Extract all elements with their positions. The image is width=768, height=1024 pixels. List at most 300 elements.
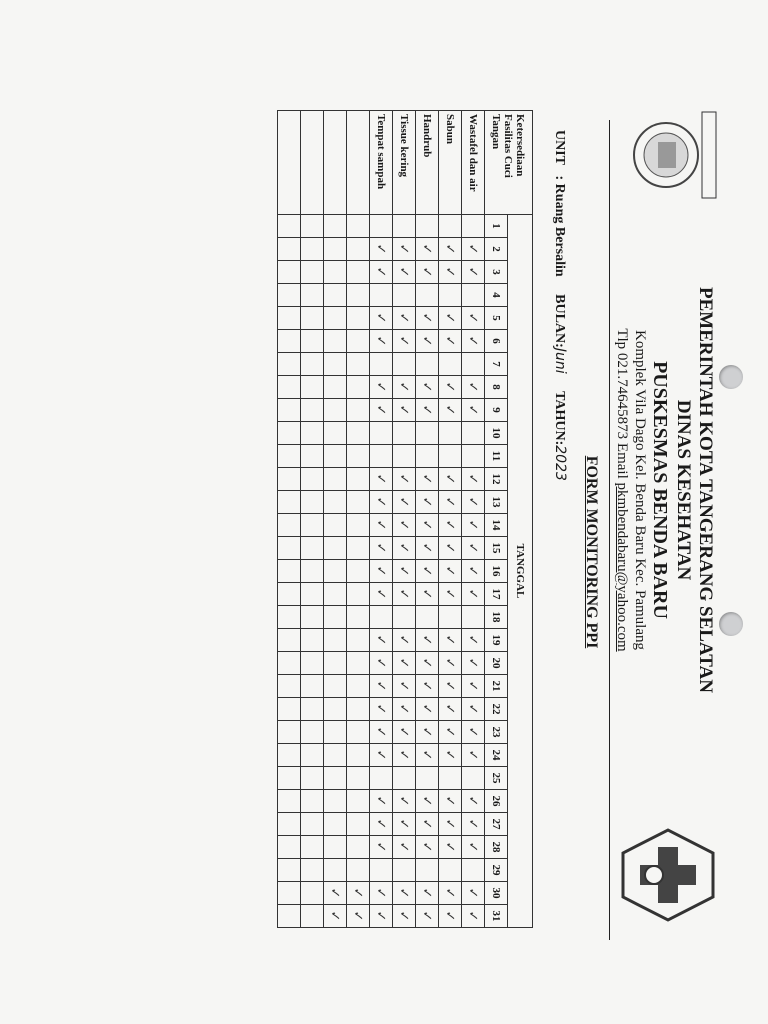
check-cell[interactable]: [347, 422, 370, 445]
check-cell[interactable]: ✓: [393, 721, 416, 744]
check-cell[interactable]: [278, 905, 301, 928]
check-cell[interactable]: [416, 859, 439, 882]
check-cell[interactable]: [439, 284, 462, 307]
check-cell[interactable]: ✓: [370, 652, 393, 675]
row-label: Handrub: [416, 111, 439, 215]
check-cell[interactable]: ✓: [416, 376, 439, 399]
check-cell[interactable]: [370, 284, 393, 307]
check-cell[interactable]: [301, 859, 324, 882]
check-cell[interactable]: [347, 445, 370, 468]
check-cell[interactable]: ✓: [370, 468, 393, 491]
check-cell[interactable]: [324, 606, 347, 629]
check-cell[interactable]: ✓: [439, 261, 462, 284]
check-cell[interactable]: [416, 422, 439, 445]
check-cell[interactable]: ✓: [324, 905, 347, 928]
check-cell[interactable]: ✓: [462, 629, 485, 652]
check-cell[interactable]: [278, 859, 301, 882]
check-cell[interactable]: ✓: [439, 399, 462, 422]
check-cell[interactable]: [301, 353, 324, 376]
day-header: 20: [485, 652, 508, 675]
check-cell[interactable]: [324, 330, 347, 353]
check-cell[interactable]: ✓: [416, 537, 439, 560]
check-cell[interactable]: [301, 790, 324, 813]
check-cell[interactable]: [278, 537, 301, 560]
check-cell[interactable]: ✓: [393, 468, 416, 491]
check-cell[interactable]: [301, 261, 324, 284]
check-cell[interactable]: [439, 215, 462, 238]
check-cell[interactable]: ✓: [370, 905, 393, 928]
check-cell[interactable]: [462, 284, 485, 307]
check-cell[interactable]: ✓: [462, 468, 485, 491]
check-cell[interactable]: [439, 606, 462, 629]
check-cell[interactable]: ✓: [462, 376, 485, 399]
check-cell[interactable]: [347, 790, 370, 813]
check-cell[interactable]: ✓: [439, 560, 462, 583]
check-cell[interactable]: ✓: [393, 330, 416, 353]
check-cell[interactable]: ✓: [416, 813, 439, 836]
check-cell[interactable]: ✓: [370, 560, 393, 583]
check-cell[interactable]: [301, 675, 324, 698]
check-cell[interactable]: [347, 583, 370, 606]
day-header: 27: [485, 813, 508, 836]
check-cell[interactable]: [370, 445, 393, 468]
check-cell[interactable]: [439, 445, 462, 468]
check-cell[interactable]: [278, 813, 301, 836]
check-cell[interactable]: ✓: [370, 698, 393, 721]
check-cell[interactable]: [347, 261, 370, 284]
check-cell[interactable]: [347, 629, 370, 652]
check-cell[interactable]: [278, 652, 301, 675]
check-cell[interactable]: [324, 859, 347, 882]
check-cell[interactable]: ✓: [416, 514, 439, 537]
check-cell[interactable]: ✓: [462, 836, 485, 859]
check-cell[interactable]: [416, 767, 439, 790]
check-cell[interactable]: [370, 422, 393, 445]
check-cell[interactable]: [324, 284, 347, 307]
check-cell[interactable]: ✓: [393, 675, 416, 698]
check-cell[interactable]: ✓: [370, 721, 393, 744]
table-row: [439, 111, 462, 928]
check-cell[interactable]: ✓: [439, 330, 462, 353]
day-header: 13: [485, 491, 508, 514]
check-cell[interactable]: [347, 859, 370, 882]
check-cell[interactable]: [347, 767, 370, 790]
check-cell[interactable]: ✓: [439, 238, 462, 261]
check-cell[interactable]: ✓: [416, 675, 439, 698]
check-cell[interactable]: ✓: [439, 583, 462, 606]
check-cell[interactable]: ✓: [370, 583, 393, 606]
check-cell[interactable]: ✓: [439, 514, 462, 537]
check-cell[interactable]: [301, 537, 324, 560]
row-label: [324, 111, 347, 215]
check-cell[interactable]: [347, 537, 370, 560]
check-cell[interactable]: [416, 606, 439, 629]
check-cell[interactable]: ✓: [370, 399, 393, 422]
check-cell[interactable]: [278, 284, 301, 307]
check-cell[interactable]: [439, 422, 462, 445]
check-cell[interactable]: [301, 767, 324, 790]
day-header: 11: [485, 445, 508, 468]
check-cell[interactable]: ✓: [393, 514, 416, 537]
check-cell[interactable]: [301, 813, 324, 836]
check-cell[interactable]: [301, 445, 324, 468]
check-cell[interactable]: ✓: [370, 744, 393, 767]
check-cell[interactable]: [393, 859, 416, 882]
check-cell[interactable]: ✓: [462, 583, 485, 606]
check-cell[interactable]: ✓: [439, 813, 462, 836]
check-cell[interactable]: ✓: [439, 790, 462, 813]
check-cell[interactable]: ✓: [393, 491, 416, 514]
check-cell[interactable]: ✓: [370, 836, 393, 859]
check-cell[interactable]: ✓: [439, 698, 462, 721]
check-cell[interactable]: [439, 767, 462, 790]
check-cell[interactable]: [324, 376, 347, 399]
check-cell[interactable]: ✓: [416, 399, 439, 422]
check-cell[interactable]: ✓: [416, 652, 439, 675]
check-cell[interactable]: [301, 836, 324, 859]
check-cell[interactable]: [278, 514, 301, 537]
check-cell[interactable]: ✓: [393, 882, 416, 905]
check-cell[interactable]: ✓: [393, 698, 416, 721]
check-cell[interactable]: [347, 353, 370, 376]
check-cell[interactable]: [324, 399, 347, 422]
check-cell[interactable]: ✓: [416, 905, 439, 928]
check-cell[interactable]: ✓: [439, 376, 462, 399]
check-cell[interactable]: ✓: [370, 261, 393, 284]
check-cell[interactable]: [370, 606, 393, 629]
check-cell[interactable]: [462, 445, 485, 468]
check-cell[interactable]: ✓: [370, 376, 393, 399]
check-cell[interactable]: ✓: [393, 399, 416, 422]
check-cell[interactable]: ✓: [439, 882, 462, 905]
check-cell[interactable]: [347, 399, 370, 422]
check-cell[interactable]: ✓: [416, 721, 439, 744]
check-cell[interactable]: ✓: [416, 629, 439, 652]
check-cell[interactable]: ✓: [416, 238, 439, 261]
check-cell[interactable]: [278, 675, 301, 698]
check-cell[interactable]: [324, 491, 347, 514]
check-cell[interactable]: ✓: [439, 629, 462, 652]
check-cell[interactable]: [324, 537, 347, 560]
check-cell[interactable]: [370, 353, 393, 376]
check-cell[interactable]: ✓: [393, 652, 416, 675]
check-cell[interactable]: ✓: [370, 813, 393, 836]
check-cell[interactable]: [301, 468, 324, 491]
check-cell[interactable]: [278, 353, 301, 376]
check-cell[interactable]: ✓: [439, 491, 462, 514]
check-cell[interactable]: ✓: [393, 307, 416, 330]
check-cell[interactable]: [347, 675, 370, 698]
check-cell[interactable]: [301, 215, 324, 238]
check-cell[interactable]: [416, 215, 439, 238]
check-cell[interactable]: [278, 261, 301, 284]
check-cell[interactable]: [347, 491, 370, 514]
check-cell[interactable]: [347, 744, 370, 767]
check-cell[interactable]: ✓: [393, 261, 416, 284]
check-cell[interactable]: [301, 652, 324, 675]
check-cell[interactable]: [462, 859, 485, 882]
check-cell[interactable]: ✓: [462, 307, 485, 330]
check-cell[interactable]: ✓: [370, 307, 393, 330]
check-cell[interactable]: [301, 399, 324, 422]
check-cell[interactable]: [278, 399, 301, 422]
check-cell[interactable]: [324, 215, 347, 238]
check-cell[interactable]: ✓: [462, 560, 485, 583]
check-cell[interactable]: [278, 307, 301, 330]
check-cell[interactable]: ✓: [462, 905, 485, 928]
check-cell[interactable]: [324, 468, 347, 491]
check-cell[interactable]: [347, 514, 370, 537]
check-cell[interactable]: ✓: [416, 560, 439, 583]
check-cell[interactable]: [301, 721, 324, 744]
day-header: 1: [485, 215, 508, 238]
check-cell[interactable]: [370, 859, 393, 882]
check-cell[interactable]: [462, 422, 485, 445]
check-cell[interactable]: [324, 652, 347, 675]
check-cell[interactable]: [347, 606, 370, 629]
check-cell[interactable]: ✓: [416, 468, 439, 491]
check-cell[interactable]: ✓: [439, 652, 462, 675]
check-cell[interactable]: [301, 330, 324, 353]
check-cell[interactable]: [393, 215, 416, 238]
check-cell[interactable]: [347, 698, 370, 721]
check-cell[interactable]: [301, 284, 324, 307]
check-cell[interactable]: [278, 698, 301, 721]
check-cell[interactable]: [462, 215, 485, 238]
check-cell[interactable]: [301, 491, 324, 514]
check-cell[interactable]: [462, 353, 485, 376]
check-cell[interactable]: [324, 583, 347, 606]
day-header: 18: [485, 606, 508, 629]
check-cell[interactable]: ✓: [462, 813, 485, 836]
check-cell[interactable]: ✓: [462, 721, 485, 744]
check-cell[interactable]: [347, 307, 370, 330]
check-cell[interactable]: [324, 238, 347, 261]
check-cell[interactable]: [301, 560, 324, 583]
check-cell[interactable]: [324, 353, 347, 376]
day-header: 10: [485, 422, 508, 445]
check-cell[interactable]: ✓: [439, 721, 462, 744]
check-cell[interactable]: ✓: [370, 330, 393, 353]
check-cell[interactable]: ✓: [393, 537, 416, 560]
check-cell[interactable]: ✓: [416, 491, 439, 514]
check-cell[interactable]: [301, 882, 324, 905]
check-cell[interactable]: ✓: [416, 330, 439, 353]
check-cell[interactable]: ✓: [462, 261, 485, 284]
check-cell[interactable]: [301, 238, 324, 261]
checklist-table: [277, 110, 533, 928]
check-cell[interactable]: [324, 767, 347, 790]
check-cell[interactable]: [393, 284, 416, 307]
check-cell[interactable]: [347, 468, 370, 491]
check-cell[interactable]: [324, 261, 347, 284]
day-header: 4: [485, 284, 508, 307]
check-cell[interactable]: [324, 445, 347, 468]
day-header: 17: [485, 583, 508, 606]
check-cell[interactable]: [416, 445, 439, 468]
check-cell[interactable]: ✓: [416, 744, 439, 767]
check-cell[interactable]: ✓: [393, 905, 416, 928]
check-cell[interactable]: ✓: [347, 905, 370, 928]
check-cell[interactable]: ✓: [393, 813, 416, 836]
check-cell[interactable]: [301, 744, 324, 767]
check-cell[interactable]: [278, 330, 301, 353]
check-cell[interactable]: [278, 836, 301, 859]
check-cell[interactable]: ✓: [462, 537, 485, 560]
check-cell[interactable]: [370, 215, 393, 238]
check-cell[interactable]: ✓: [416, 790, 439, 813]
check-cell[interactable]: ✓: [324, 882, 347, 905]
check-cell[interactable]: ✓: [416, 698, 439, 721]
check-cell[interactable]: ✓: [393, 836, 416, 859]
day-header: 31: [485, 905, 508, 928]
check-cell[interactable]: [301, 698, 324, 721]
check-cell[interactable]: ✓: [370, 537, 393, 560]
check-cell[interactable]: ✓: [462, 491, 485, 514]
check-cell[interactable]: [301, 905, 324, 928]
check-cell[interactable]: [347, 652, 370, 675]
check-cell[interactable]: ✓: [393, 744, 416, 767]
check-cell[interactable]: ✓: [393, 790, 416, 813]
check-cell[interactable]: [416, 284, 439, 307]
check-cell[interactable]: [278, 629, 301, 652]
check-cell[interactable]: [393, 606, 416, 629]
check-cell[interactable]: [393, 353, 416, 376]
check-cell[interactable]: ✓: [462, 698, 485, 721]
check-cell[interactable]: [278, 606, 301, 629]
check-cell[interactable]: [278, 422, 301, 445]
row-label: Tempat sampah: [370, 111, 393, 215]
check-cell[interactable]: [278, 445, 301, 468]
check-cell[interactable]: ✓: [462, 744, 485, 767]
check-cell[interactable]: [370, 767, 393, 790]
check-cell[interactable]: ✓: [416, 882, 439, 905]
check-cell[interactable]: [324, 514, 347, 537]
check-cell[interactable]: [324, 560, 347, 583]
check-cell[interactable]: [462, 767, 485, 790]
check-cell[interactable]: [393, 445, 416, 468]
check-cell[interactable]: [278, 790, 301, 813]
check-cell[interactable]: [324, 698, 347, 721]
check-cell[interactable]: ✓: [393, 560, 416, 583]
check-cell[interactable]: ✓: [393, 629, 416, 652]
check-cell[interactable]: ✓: [347, 882, 370, 905]
check-cell[interactable]: [301, 422, 324, 445]
check-cell[interactable]: [439, 859, 462, 882]
check-cell[interactable]: [278, 882, 301, 905]
check-cell[interactable]: [393, 422, 416, 445]
check-cell[interactable]: ✓: [416, 836, 439, 859]
check-cell[interactable]: ✓: [462, 514, 485, 537]
check-cell[interactable]: [301, 376, 324, 399]
check-cell[interactable]: ✓: [439, 537, 462, 560]
row-label: [278, 111, 301, 215]
check-cell[interactable]: [278, 376, 301, 399]
check-cell[interactable]: [301, 514, 324, 537]
check-cell[interactable]: ✓: [462, 330, 485, 353]
check-cell[interactable]: ✓: [416, 583, 439, 606]
check-cell[interactable]: [347, 560, 370, 583]
check-cell[interactable]: [439, 353, 462, 376]
check-cell[interactable]: ✓: [462, 790, 485, 813]
check-cell[interactable]: ✓: [370, 514, 393, 537]
check-cell[interactable]: [324, 307, 347, 330]
check-cell[interactable]: [347, 330, 370, 353]
column-header-ketersediaan: Ketersediaan Fasilitas Cuci Tangan: [485, 111, 533, 215]
table-row: [347, 111, 370, 928]
check-cell[interactable]: ✓: [462, 652, 485, 675]
check-cell[interactable]: [301, 583, 324, 606]
row-label: [301, 111, 324, 215]
check-cell[interactable]: [324, 744, 347, 767]
check-cell[interactable]: [278, 491, 301, 514]
check-cell[interactable]: ✓: [439, 468, 462, 491]
check-cell[interactable]: ✓: [393, 238, 416, 261]
check-cell[interactable]: [278, 583, 301, 606]
check-cell[interactable]: ✓: [462, 238, 485, 261]
check-cell[interactable]: [324, 813, 347, 836]
check-cell[interactable]: ✓: [370, 238, 393, 261]
check-cell[interactable]: ✓: [370, 790, 393, 813]
check-cell[interactable]: ✓: [439, 675, 462, 698]
check-cell[interactable]: [278, 215, 301, 238]
check-cell[interactable]: ✓: [370, 629, 393, 652]
check-cell[interactable]: [278, 767, 301, 790]
check-cell[interactable]: [278, 560, 301, 583]
check-cell[interactable]: [301, 629, 324, 652]
check-cell[interactable]: [347, 238, 370, 261]
check-cell[interactable]: [278, 744, 301, 767]
check-cell[interactable]: ✓: [370, 675, 393, 698]
check-cell[interactable]: ✓: [416, 307, 439, 330]
check-cell[interactable]: [347, 721, 370, 744]
check-cell[interactable]: [324, 629, 347, 652]
check-cell[interactable]: [278, 238, 301, 261]
check-cell[interactable]: [393, 767, 416, 790]
check-cell[interactable]: ✓: [416, 261, 439, 284]
check-cell[interactable]: ✓: [393, 583, 416, 606]
day-header: 30: [485, 882, 508, 905]
check-cell[interactable]: [301, 606, 324, 629]
check-cell[interactable]: ✓: [462, 399, 485, 422]
check-cell[interactable]: ✓: [462, 675, 485, 698]
check-cell[interactable]: [324, 422, 347, 445]
check-cell[interactable]: [462, 606, 485, 629]
check-cell[interactable]: [416, 353, 439, 376]
check-cell[interactable]: [347, 376, 370, 399]
check-cell[interactable]: [324, 721, 347, 744]
check-cell[interactable]: [301, 307, 324, 330]
check-cell[interactable]: [347, 215, 370, 238]
check-cell[interactable]: ✓: [462, 882, 485, 905]
check-cell[interactable]: [278, 721, 301, 744]
check-cell[interactable]: ✓: [439, 836, 462, 859]
check-cell[interactable]: [278, 468, 301, 491]
check-cell[interactable]: ✓: [439, 307, 462, 330]
check-cell[interactable]: [347, 813, 370, 836]
check-cell[interactable]: ✓: [439, 905, 462, 928]
check-cell[interactable]: ✓: [439, 744, 462, 767]
day-header: 9: [485, 399, 508, 422]
check-cell[interactable]: ✓: [370, 491, 393, 514]
check-cell[interactable]: [324, 836, 347, 859]
check-cell[interactable]: [347, 836, 370, 859]
check-cell[interactable]: [324, 675, 347, 698]
check-cell[interactable]: [324, 790, 347, 813]
check-cell[interactable]: ✓: [370, 882, 393, 905]
check-cell[interactable]: ✓: [393, 376, 416, 399]
check-cell[interactable]: [347, 284, 370, 307]
